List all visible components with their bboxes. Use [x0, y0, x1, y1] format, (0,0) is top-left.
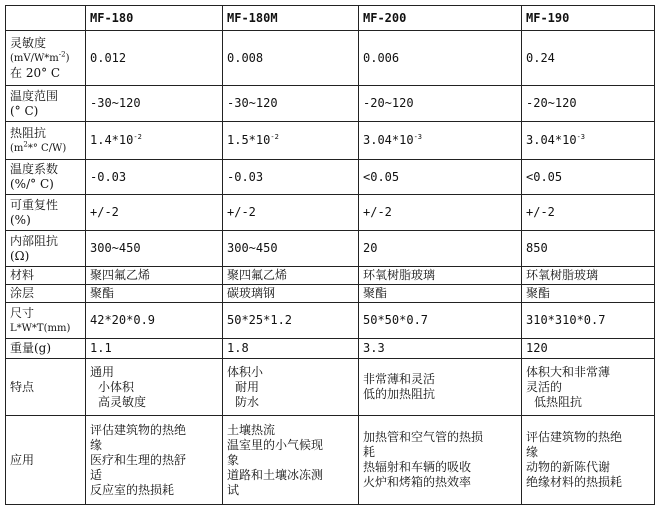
application-line: 火炉和烤箱的热效率: [363, 475, 472, 489]
label-unit: (%): [10, 212, 31, 227]
cell-value: 50*50*0.7: [359, 303, 522, 339]
row-weight: [6, 339, 655, 359]
application-line: 温室里的小气候现: [227, 437, 324, 452]
row-label: [6, 231, 86, 267]
label-line: 温度系数: [10, 162, 59, 176]
application-line: 加热管和空气管的热损: [363, 430, 484, 444]
feature-line: 耐用: [235, 379, 260, 394]
application-line: 绝缘材料的热损耗: [526, 475, 623, 489]
cell-value: 850: [522, 231, 655, 267]
header-mf-180m: MF-180M: [223, 6, 359, 31]
cell-value: -0.03: [86, 160, 223, 195]
label-line: 尺寸: [10, 305, 35, 320]
label-unit: $(mV/W*m^{-2})$: [10, 50, 70, 64]
cell-value: 聚四氟乙烯: [86, 267, 223, 285]
header-row: [6, 6, 655, 31]
label-unit: ($m^2*^\circ$ C/W): [10, 140, 67, 154]
cell-value: +/-2: [86, 195, 223, 231]
cell-value: 0.006: [359, 31, 522, 86]
cell-value: 42*20*0.9: [86, 303, 223, 339]
row-dimensions: [6, 303, 655, 339]
row-label: 材料: [6, 267, 86, 285]
cell-value: [522, 359, 655, 416]
cell-value: [86, 416, 223, 505]
row-temperature-range: [6, 86, 655, 122]
cell-value: <0.05: [359, 160, 522, 195]
row-repeatability: [6, 195, 655, 231]
cell-value: -30~120: [86, 86, 223, 122]
cell-value: $1.5*10^{-2}$: [223, 122, 359, 160]
cell-value: 环氧树脂玻璃: [359, 267, 522, 285]
application-line: 热辐射和车辆的吸收: [363, 460, 472, 474]
row-features: [6, 359, 655, 416]
feature-line: 体积小: [227, 364, 264, 379]
application-line: 医疗和生理的热舒: [90, 452, 187, 467]
label-line: 温度范围: [10, 88, 59, 103]
label-line: 灵敏度: [10, 35, 47, 50]
cell-value: $3.04*10^{-3}$: [359, 122, 522, 160]
label-unit: (° C): [10, 103, 39, 118]
header-mf-200: MF-200: [359, 6, 522, 31]
feature-line: 体积大和非常薄: [526, 364, 611, 379]
cell-value: 聚酯: [522, 285, 655, 303]
row-coating: [6, 285, 655, 303]
cell-value: $1.4*10^{-2}$: [86, 122, 223, 160]
spec-table-container: [5, 5, 655, 505]
application-line: 土壤热流: [227, 422, 276, 437]
spec-table: [5, 5, 655, 505]
cell-value: +/-2: [359, 195, 522, 231]
label-line: 热阻抗: [10, 125, 47, 140]
label-unit: (Ω): [10, 248, 30, 263]
cell-value: -0.03: [223, 160, 359, 195]
cell-value: 300~450: [86, 231, 223, 267]
application-line: 缘: [526, 445, 539, 459]
cell-value: [223, 359, 359, 416]
label-unit: L*W*T(mm): [10, 322, 71, 334]
feature-line: 低热阻抗: [534, 394, 583, 409]
row-internal-impedance: [6, 231, 655, 267]
header-corner: [6, 6, 86, 31]
cell-value: 20: [359, 231, 522, 267]
row-applications: [6, 416, 655, 505]
application-line: 适: [90, 467, 103, 482]
feature-line: 非常薄和灵活: [363, 372, 436, 386]
header-mf-180: MF-180: [86, 6, 223, 31]
cell-value: 50*25*1.2: [223, 303, 359, 339]
application-line: 反应室的热损耗: [90, 482, 175, 497]
cell-value: $3.04*10^{-3}$: [522, 122, 655, 160]
row-label: [6, 195, 86, 231]
feature-line: 防水: [235, 394, 260, 409]
cell-value: 0.012: [86, 31, 223, 86]
cell-value: 3.3: [359, 339, 522, 359]
row-label: [6, 160, 86, 195]
feature-line: 通用: [90, 364, 115, 379]
feature-line: 灵活的: [526, 379, 563, 394]
application-line: 象: [227, 452, 240, 467]
cell-value: -20~120: [359, 86, 522, 122]
cell-value: 碳玻璃钢: [223, 285, 359, 303]
cell-value: 聚四氟乙烯: [223, 267, 359, 285]
row-label: [6, 31, 86, 86]
row-label: 应用: [6, 416, 86, 505]
header-mf-190: MF-190: [522, 6, 655, 31]
application-line: 道路和土壤冰冻测: [227, 467, 324, 482]
cell-value: 环氧树脂玻璃: [522, 267, 655, 285]
row-sensitivity: [6, 31, 655, 86]
row-thermal-resistance: [6, 122, 655, 160]
application-line: 评估建筑物的热绝: [526, 430, 623, 444]
row-label: 特点: [6, 359, 86, 416]
row-label: [6, 86, 86, 122]
feature-line: 高灵敏度: [98, 394, 147, 409]
cell-value: 1.8: [223, 339, 359, 359]
cell-value: [359, 359, 522, 416]
cell-value: 120: [522, 339, 655, 359]
application-line: 动物的新陈代谢: [526, 460, 611, 474]
cell-value: 0.008: [223, 31, 359, 86]
cell-value: 310*310*0.7: [522, 303, 655, 339]
row-label: [6, 122, 86, 160]
cell-value: 1.1: [86, 339, 223, 359]
cell-value: 0.24: [522, 31, 655, 86]
label-line: 可重复性: [10, 197, 59, 212]
cell-value: 聚酯: [86, 285, 223, 303]
label-unit: (%/° C): [10, 177, 54, 191]
cell-value: +/-2: [223, 195, 359, 231]
application-line: 评估建筑物的热绝: [90, 422, 187, 437]
cell-value: [522, 416, 655, 505]
cell-value: 聚酯: [359, 285, 522, 303]
cell-value: [223, 416, 359, 505]
application-line: 缘: [90, 437, 103, 452]
cell-value: 300~450: [223, 231, 359, 267]
row-temperature-coefficient: [6, 160, 655, 195]
row-label: 涂层: [6, 285, 86, 303]
feature-line: 低的加热阻抗: [363, 387, 436, 401]
application-line: 耗: [363, 445, 376, 459]
cell-value: <0.05: [522, 160, 655, 195]
row-material: [6, 267, 655, 285]
label-condition: 在 20° C: [10, 65, 61, 80]
feature-line: 小体积: [98, 379, 135, 394]
row-label: 重量(g): [6, 339, 86, 359]
row-label: [6, 303, 86, 339]
cell-value: -20~120: [522, 86, 655, 122]
label-line: 内部阻抗: [10, 233, 59, 248]
cell-value: -30~120: [223, 86, 359, 122]
cell-value: +/-2: [522, 195, 655, 231]
cell-value: [86, 359, 223, 416]
cell-value: [359, 416, 522, 505]
application-line: 试: [227, 482, 240, 497]
